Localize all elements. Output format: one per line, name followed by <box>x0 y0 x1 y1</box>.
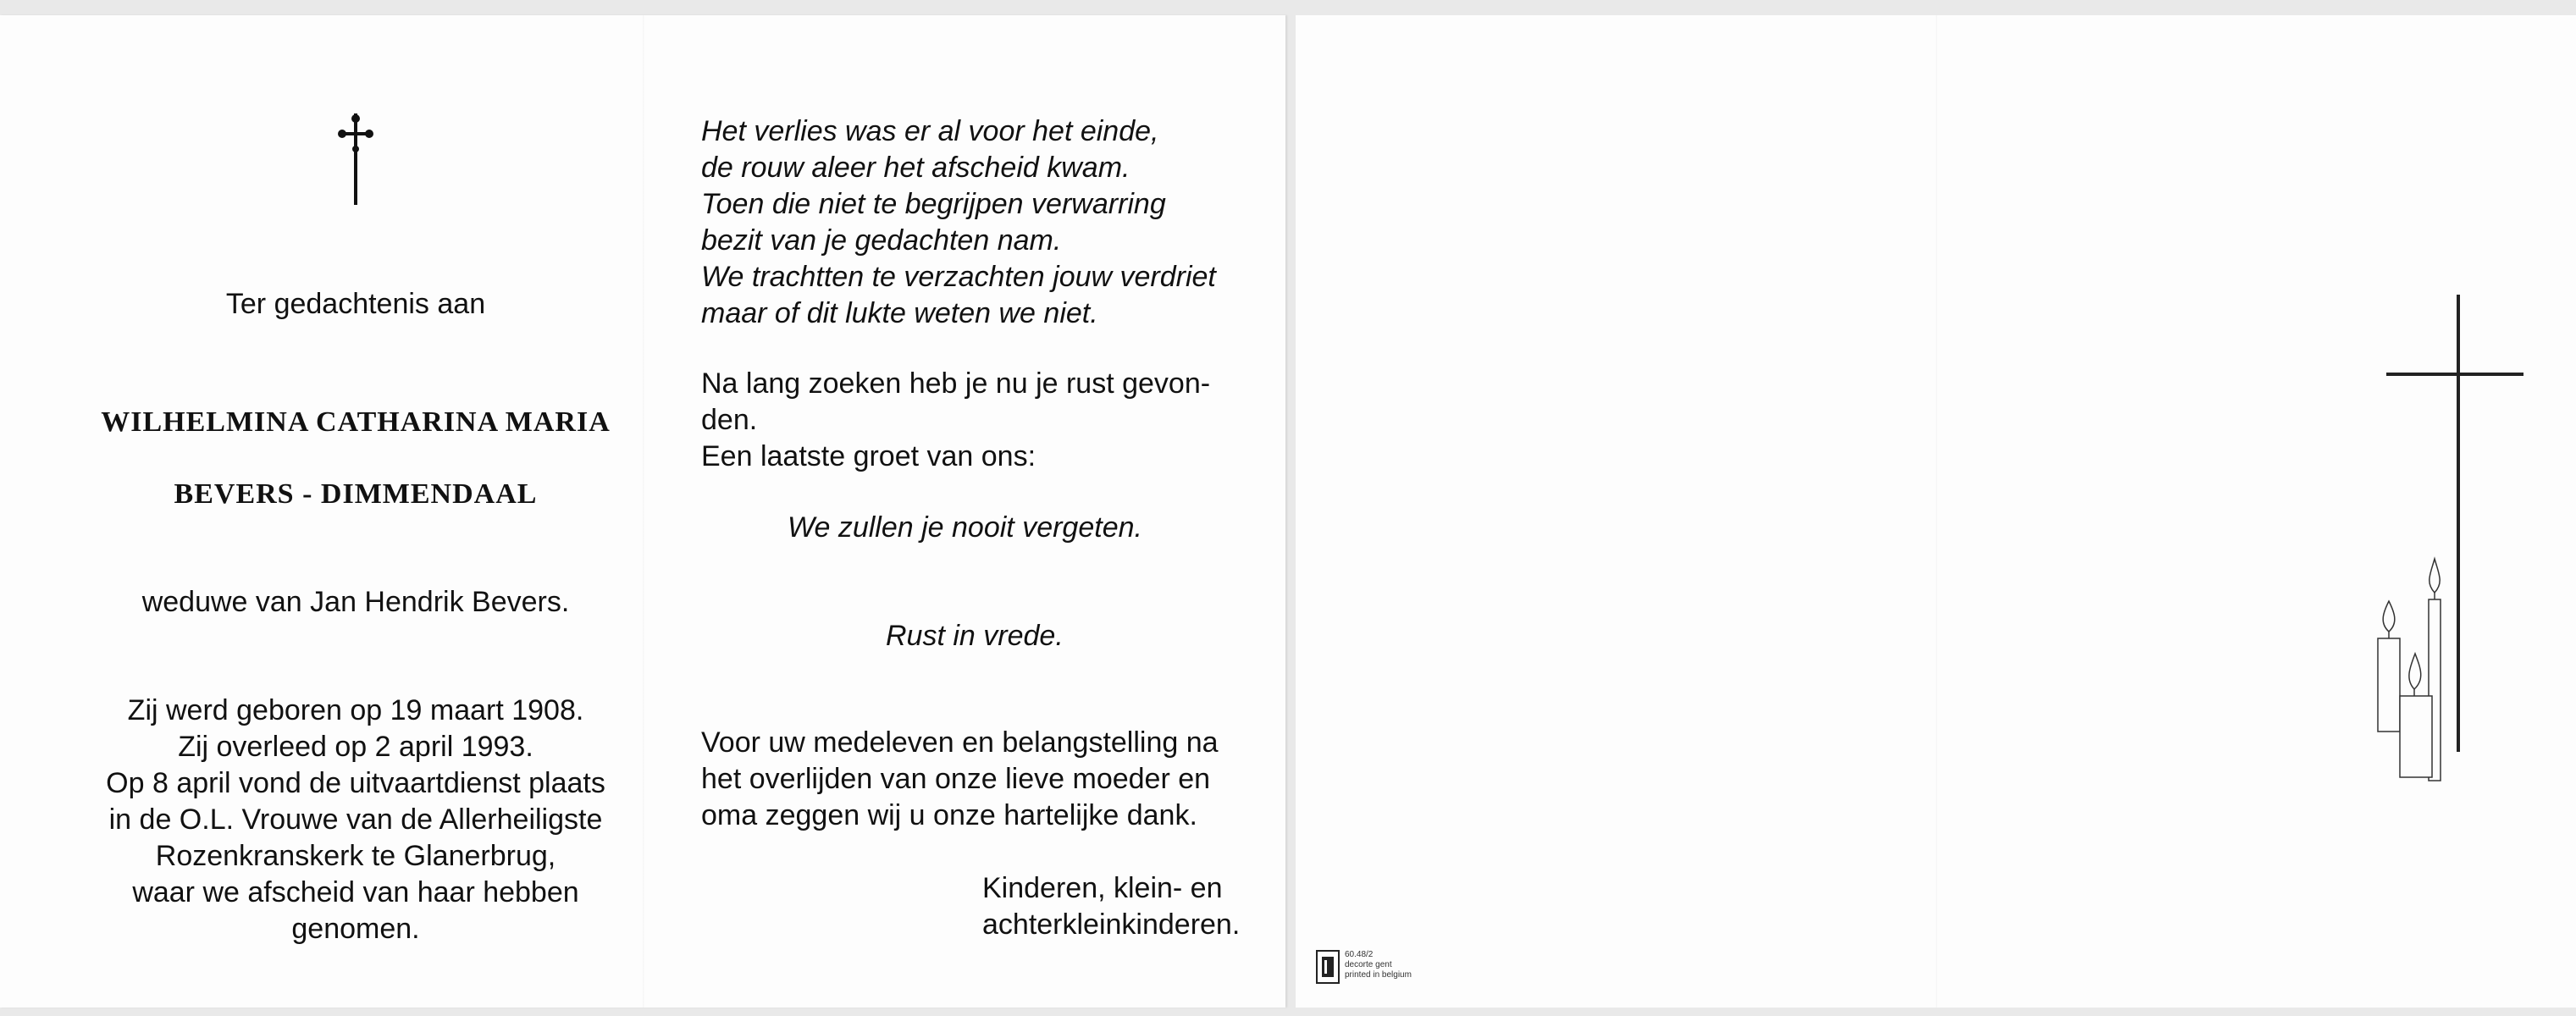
biography-line: in de O.L. Vrouwe van de Allerheiligste <box>108 803 603 836</box>
poem-line: Het verlies was er al voor het einde, <box>701 115 1159 147</box>
memory-intro: Ter gedachtenis aan <box>225 288 486 320</box>
biography-line: waar we afscheid van haar hebben <box>132 876 579 908</box>
printer-origin: printed in belgium <box>1345 970 1412 980</box>
printer-mark <box>1316 950 1412 984</box>
cross-candles-illustration <box>2354 295 2523 803</box>
widow-line: weduwe van Jan Hendrik Bevers. <box>141 586 570 618</box>
rest-found-line: den. <box>701 404 758 436</box>
printer-code: 60.48/2 <box>1345 950 1374 959</box>
deceased-full-name: WILHELMINA CATHARINA MARIA <box>101 406 611 438</box>
rest-in-peace-line: Rust in vrede. <box>886 620 1064 652</box>
biography-line: Rozenkranskerk te Glanerbrug, <box>155 840 556 872</box>
poem-line: bezit van je gedachten nam. <box>701 224 1062 257</box>
biography-line: Zij overleed op 2 april 1993. <box>178 731 533 763</box>
printer-logo-icon <box>1316 950 1340 984</box>
poem <box>701 113 1294 332</box>
signature-line: Kinderen, klein- en <box>982 872 1223 904</box>
poem-line: de rouw aleer het afscheid kwam. <box>701 152 1130 184</box>
printer-info <box>1345 950 1412 980</box>
thanks-line: Voor uw medeleven en belangstelling na <box>701 726 1219 759</box>
rest-found-line: Een laatste groet van ons: <box>701 440 1036 472</box>
cross-icon <box>337 113 374 205</box>
thanks-line: oma zeggen wij u onze hartelijke dank. <box>701 799 1197 831</box>
card-fold <box>1936 15 1938 1008</box>
signature <box>982 870 1240 943</box>
thanks-line: het overlijden van onze lieve moeder en <box>701 763 1211 795</box>
printer-name: decorte gent <box>1345 960 1392 969</box>
rest-found-line: Na lang zoeken heb je nu je rust gevon- <box>701 367 1211 400</box>
poem-line: We trachtten te verzachten jouw verdriet <box>701 261 1216 293</box>
memorial-card-outside <box>1296 15 2576 1008</box>
biography <box>0 693 711 947</box>
poem-line: Toen die niet te begrijpen verwarring <box>701 188 1166 220</box>
deceased-married-name: BEVERS - DIMMENDAAL <box>174 478 538 510</box>
biography-line: genomen. <box>291 913 420 945</box>
never-forget-line: We zullen je nooit vergeten. <box>788 511 1142 544</box>
rest-found-text <box>701 366 1294 475</box>
biography-line: Zij werd geboren op 19 maart 1908. <box>127 694 584 726</box>
biography-line: Op 8 april vond de uitvaartdienst plaats <box>106 767 605 799</box>
poem-line: maar of dit lukte weten we niet. <box>701 297 1098 329</box>
signature-line: achterkleinkinderen. <box>982 908 1241 941</box>
memorial-card-inside <box>0 15 1285 1008</box>
thanks-text <box>701 725 1294 834</box>
